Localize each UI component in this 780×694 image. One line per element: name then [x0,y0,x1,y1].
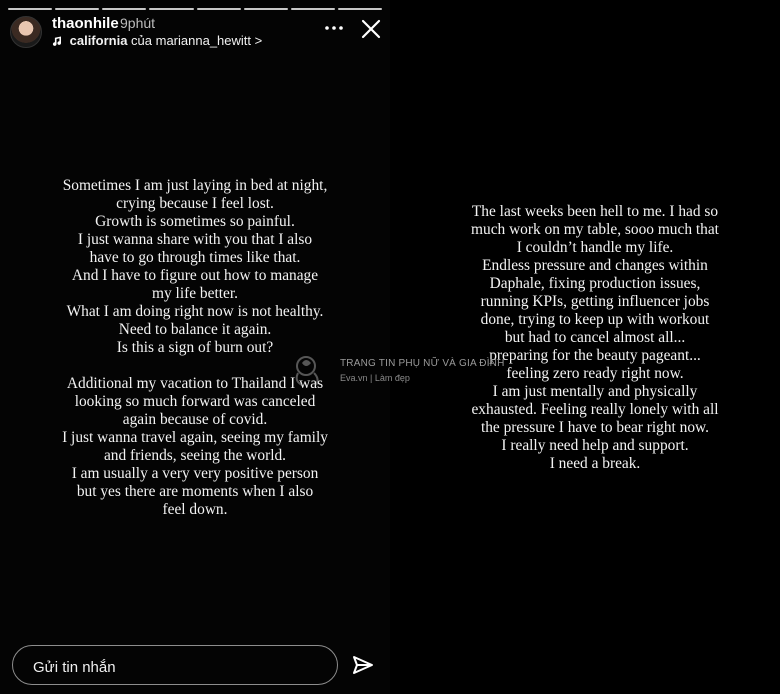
right-line: preparing for the beauty pageant... [489,347,701,364]
avatar[interactable] [10,16,42,48]
left-line: crying because I feel lost. [116,195,274,212]
right-line: I couldn’t handle my life. [516,239,674,256]
progress-segment [291,8,335,10]
send-icon[interactable] [351,654,375,678]
right-line: Daphale, fixing production issues, [489,275,701,292]
music-attribution[interactable] [52,33,262,48]
left-story-text [28,177,362,519]
progress-segment [244,8,288,10]
right-line: exhausted. Feeling really lonely with all [471,401,719,418]
left-line: Is this a sign of burn out? [116,339,274,356]
reply-box[interactable] [12,645,338,685]
watermark-title: TRANG TIN PHỤ NỮ VÀ GIA ĐÌNH [340,358,505,369]
left-line: Sometimes I am just laying in bed at night, [62,177,328,194]
watermark-subtitle: Eva.vn | Làm đẹp [340,373,410,383]
progress-segment [55,8,99,10]
music-location: california [69,33,128,48]
left-line: Additional my vacation to Thailand I was [66,375,324,392]
right-line: I really need help and support. [501,437,689,454]
right-line: much work on my table, sooo much that [471,221,719,238]
left-line: and friends, seeing the world. [103,447,287,464]
story-header [10,16,382,50]
left-line: but yes there are moments when I also [76,483,314,500]
left-line: I am usually a very very positive person [71,465,319,482]
left-line: Growth is sometimes so painful. [95,213,295,230]
progress-segment [102,8,146,10]
left-line: have to go through times like that. [89,249,301,266]
right-line: the pressure I have to bear right now. [480,419,710,436]
left-line: And I have to figure out how to manage [71,267,319,284]
story-progress-bar [8,8,382,10]
music-note-icon [52,35,64,47]
watermark-logo-icon [288,353,332,387]
username[interactable]: thaonhile [52,15,119,32]
progress-segment [8,8,52,10]
right-line: I need a break. [549,455,641,472]
right-line: done, trying to keep up with workout [480,311,710,328]
right-story-text [422,203,768,473]
close-icon[interactable] [360,18,382,40]
right-line: Endless pressure and changes within [482,257,708,274]
left-line: again because of covid. [122,411,268,428]
message-input[interactable] [31,655,325,679]
progress-segment [197,8,241,10]
right-line: I am just mentally and physically [492,383,698,400]
right-line: feeling zero ready right now. [506,365,684,382]
right-line: but had to cancel almost all... [504,329,686,346]
music-chevron: > [254,33,263,48]
right-line: running KPIs, getting influencer jobs [480,293,710,310]
left-line: my life better. [152,285,238,302]
more-icon[interactable] [324,18,344,38]
progress-segment [338,8,382,10]
left-line: What I am doing right now is not healthy. [66,303,324,320]
post-time: 9phút [120,15,156,31]
left-line: Need to balance it again. [118,321,272,338]
left-line: feel down. [162,501,228,518]
music-attribution-text: của marianna_hewitt [131,33,252,48]
left-line: looking so much forward was canceled [74,393,316,410]
left-line: I just wanna travel again, seeing my family [62,429,328,446]
right-line: The last weeks been hell to me. I had so [471,203,719,220]
progress-segment [149,8,193,10]
left-line: I just wanna share with you that I also [77,231,313,248]
